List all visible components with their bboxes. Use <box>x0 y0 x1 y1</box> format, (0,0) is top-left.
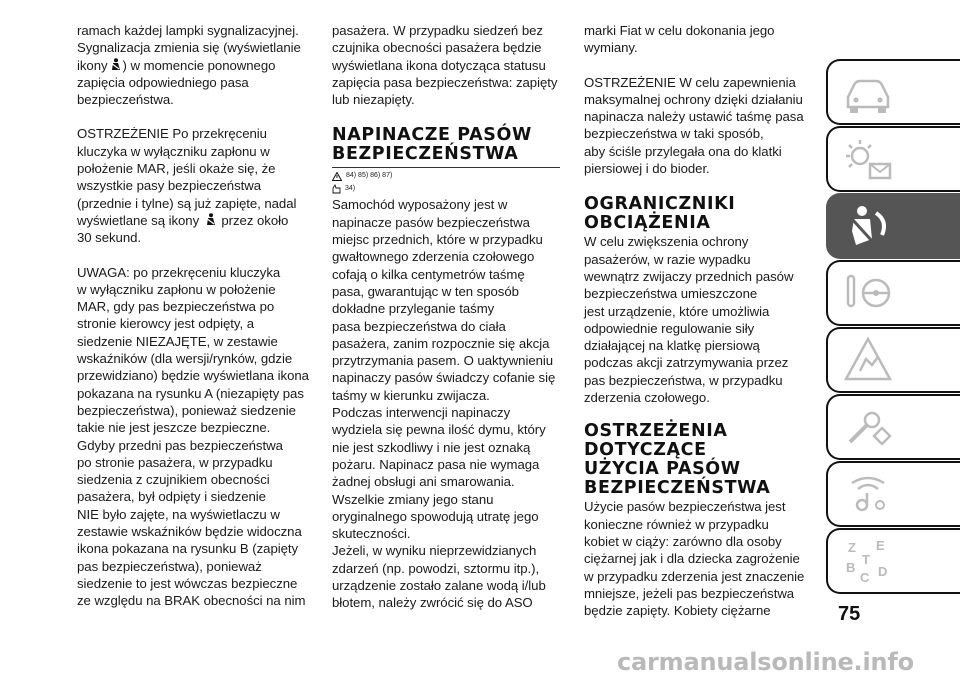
tab-multimedia[interactable] <box>826 461 960 527</box>
sun-light-icon <box>842 134 894 184</box>
column-1 <box>77 22 309 610</box>
paragraph-load-limiters: W celu zwiększenia ochrony pasażerów, w razie wypadku wewnątrz zwijaczy przednich pasów bezpieczeństwa umieszczone jest urządzenie, które umożliwia odpowiednie regulowanie siły działającej na klatkę piersiową podczas akcji zatrzymywania przez pas bezpieczeństwa, w przypadku zderzenia czołowego. <box>584 234 794 406</box>
page-number: 75 <box>838 603 861 625</box>
paragraph-pretensioners: Samochód wyposażony jest w napinacze pasów bezpieczeństwa miejsc przednich, które w przypadku gwałtownego zderzenia czołowego cofają o kilka centymetrów taśmę pasa, gwarantując w ten sposób dokładne przyleganie taśmy pasa bezpieczeństwa do ciała pasażera, zanim rozpocznie się akcja przytrzymania pasem. O uaktywnieniu napinaczy pasów świadczy cofanie się taśmy w kierunku zwijacza. Podczas interwencji napinaczy wydziela się pewna ilość dymu, który nie jest szkodliwy i nie jest oznaką pożaru. Napinacz pasa nie wymaga żadnej obsługi ani smarowania. Wszelkie zmiany jego stanu oryginalnego spowodują utratę jego skuteczności. Jeżeli, w wyniku nieprzewidzianych zdarzeń (np. powodzi, sztormu itp.), urządzenie zostało zalane wodą i/lub błotem, należy zwrócić się do ASO <box>332 197 556 611</box>
car-icon <box>842 67 894 117</box>
tab-warning-lights[interactable] <box>826 327 960 393</box>
index-letter: T <box>862 552 870 567</box>
paragraph-replacement: marki Fiat w celu dokonania jego wymiany. <box>584 23 775 56</box>
index-letter: B <box>846 560 856 575</box>
tab-starting-driving[interactable] <box>826 260 960 326</box>
heading-belt-use-warnings: OSTRZEŻENIA DOTYCZĄCE UŻYCIA PASÓW BEZPIECZEŃSTWA <box>584 421 771 499</box>
tab-vehicle[interactable] <box>826 59 960 125</box>
seatbelt-airbag-icon <box>842 201 894 251</box>
heading-load-limiters: OGRANICZNIKI OBCIĄŻENIA <box>584 194 736 234</box>
warning-references: 84) 85) 86) 87) <box>332 171 560 181</box>
index-letters-icon <box>842 536 894 586</box>
paragraph-passenger-status: pasażera. W przypadku siedzeń bez czujnika obecności pasażera będzie wyświetlana ikona dotycząca statusu zapięcia pasa bezpieczeństwa: zapięty lub niezapięty. <box>332 23 558 108</box>
paragraph-indicator-change: ramach każdej lampki sygnalizacyjnej. Sygnalizacja zmienia się (wyświetlanie ikony ) w momencie ponownego zapięcia odpowiedniego pasa bezpieczeństwa. <box>77 23 301 108</box>
paragraph-warning-belt-fit: OSTRZEŻENIE W celu zapewnienia maksymalnej ochrony dzięki działaniu napinacza należy ustawić taśmę pasa bezpieczeństwa w taki sposób, aby ściśle przylegała ona do klatki piersiowej i do bioder. <box>584 74 804 177</box>
radio-music-icon <box>842 469 894 519</box>
paragraph-note-seat-sensor: UWAGA: po przekręceniu kluczyka w wyłączniku zapłonu w położenie MAR, gdy pas bezpieczeństwa po stronie kierowcy jest odpięty, a siedzenie NIEZAJĘTE, w zestawie wskaźników (dla wersji/rynków, gdzie przewidziano) będzie wyświetlana ikona pokazana na rysunku A (niezapięty pas bezpieczeństwa), ponieważ siedzenie takie nie jest jeszcze bezpieczne. Gdyby przedni pas bezpieczeństwa po stronie pasażera, w przypadku siedzenia z czujnikiem obecności pasażera, był odpięty i siedzenie NIE było zajęte, na wyświetlaczu w zestawie wskaźników będzie widoczna ikona pokazana na rysunku B (zapięty pas bezpieczeństwa), ponieważ siedzenie to jest wówczas bezpieczne ze względu na BRAK obecności na nim <box>77 264 309 609</box>
seatbelt-warning-icon <box>109 58 122 72</box>
note-references: 34) <box>332 184 560 194</box>
hazard-triangle-icon <box>842 335 894 385</box>
heading-pretensioners: NAPINACZE PASÓW BEZPIECZEŃSTWA <box>332 126 560 168</box>
paragraph-pregnant-use: Użycie pasów bezpieczeństwa jest konieczne również w przypadku kobiet w ciąży: zarówno dla osoby ciężarnej jak i dla dziecka zagrożenie w przypadku zderzenia jest znaczenie mniejsze, jeżeli pas bezpieczeństwa będzie zapięty. Kobiety ciężarne <box>584 499 805 619</box>
warning-triangle-icon <box>332 172 342 181</box>
tab-safety[interactable] <box>826 193 960 259</box>
paragraph-warning-key: OSTRZEŻENIE Po przekręceniu kluczyka w wyłączniku zapłonu w położenie MAR, jeśli okaże się, że wszystkie pasy bezpieczeństwa (przednie i tylne) są już zapięte, nadal wyświetlane są ikony przez około 30 sekund. <box>77 126 297 246</box>
tab-index[interactable] <box>826 528 960 594</box>
index-letter: Z <box>848 540 856 555</box>
tab-emergency[interactable] <box>826 394 960 460</box>
seatbelt-warning-icon <box>204 213 217 227</box>
index-letter: C <box>860 570 870 585</box>
key-steering-icon <box>842 268 894 318</box>
note-hand-icon <box>332 184 341 194</box>
index-letter: E <box>876 538 885 553</box>
column-3 <box>584 22 809 619</box>
index-letter: D <box>878 564 888 579</box>
wrench-car-icon <box>842 402 894 452</box>
footer-watermark[interactable]: carmanualsonline.info <box>617 648 914 676</box>
tab-lights[interactable] <box>826 126 960 192</box>
column-2 <box>332 22 560 612</box>
